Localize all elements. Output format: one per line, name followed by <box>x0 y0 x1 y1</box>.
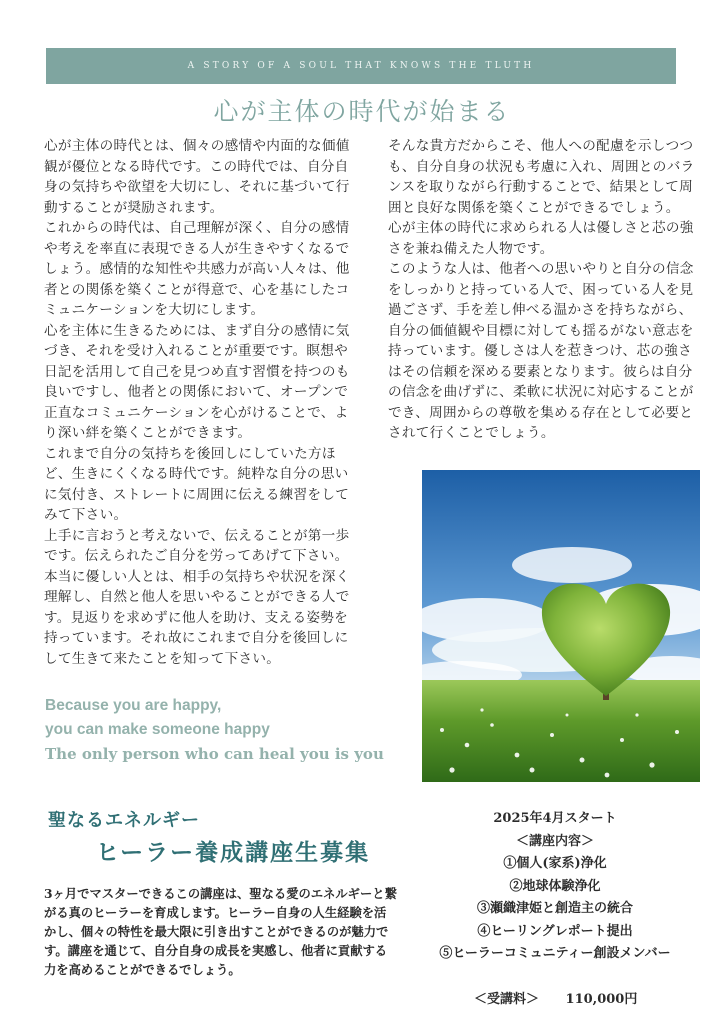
course-info <box>410 808 700 966</box>
paragraph: 上手に言おうと考えないで、伝えることが第一歩です。伝えられたご自分を労ってあげて下さい。本当に優しい人とは、相手の気持ちや状況を深く理解し、自然と他人を思いやることができる人です。見返りを求めずに他人を助け、支える姿勢を持っています。それ故にこれまで自分を後回しにして生きて来たことを知って下さい。 <box>44 527 350 667</box>
banner-text: A STORY OF A SOUL THAT KNOWS THE TLUTH <box>187 61 535 71</box>
fee-label: ＜受講料＞ <box>474 992 540 1007</box>
course-content-label: ＜講座内容＞ <box>515 833 594 849</box>
course-item: ⑤ヒーラーコミュニティー創設メンバー <box>439 946 671 961</box>
page-title: 心が主体の時代が始まる <box>213 97 511 126</box>
paragraph: 心を主体に生きるためには、まず自分の感情に気づき、それを受け入れることが重要です。瞑想や日記を活用して自己を見つめ直す習慣を持つのも良いですし、他者との関係において、オープンで正直なコミュニケーションを心がけることで、より深い絆を築くことができます。 <box>44 322 350 441</box>
paragraph: 心が主体の時代とは、個々の感情や内面的な価値観が優位となる時代です。この時代では、自分自身の気持ちや欲望を大切にし、それに基づいて行動することが奨励されます。 <box>44 138 350 216</box>
fee-amount: 110,000円 <box>565 992 638 1007</box>
course-item: ②地球体験浄化 <box>509 878 601 894</box>
right-column <box>388 136 700 444</box>
course-fee <box>474 988 637 1007</box>
course-item: ③瀬織津姫と創造主の統合 <box>476 901 633 916</box>
energy-heading: 聖なるエネルギー <box>48 810 200 831</box>
paragraph: これまで自分の気持ちを後回しにしていた方ほど、生きにくくなる時代です。純粋な自分の思いに気付き、ストレートに周囲に伝える練習をしてみて下さい。 <box>44 445 350 523</box>
paragraph: 心が主体の時代に求められる人は優しさと芯の強さを兼ね備えた人物です。 <box>388 220 694 257</box>
course-item: ①個人(家系)浄化 <box>503 856 607 871</box>
course-start: 2025年4月スタート <box>493 811 617 826</box>
course-item: ④ヒーリングレポート提出 <box>477 923 633 939</box>
paragraph: このような人は、他者への思いやりと自分の信念をしっかりと持っている人で、困っている人を見過ごさず、手を差し伸べる温かさを持ちながら、自分の価値観や目標に対しても揺るがない意志を持っています。優しさは人を惹きつけ、芯の強さはその信頼を深める要素となります。彼らは自分の信念を曲げずに、柔軟に状況に対応することができ、周囲からの尊敬を集める存在として必要とされて行くことでしょう。 <box>388 261 694 441</box>
paragraph: これからの時代は、自己理解が深く、自分の感情や考えを率直に表現できる人が生きやすくなるでしょう。感情的な知性や共感力が高い人々は、他者との関係を築くことが得意で、心を基にしたコミュニケーションを大切にします。 <box>44 220 350 318</box>
recruit-heading: ヒーラー養成講座生募集 <box>96 839 371 866</box>
header-banner <box>46 48 676 84</box>
course-description: 3ヶ月でマスターできるこの講座は、聖なる愛のエネルギーと繋がる真のヒーラーを育成します。ヒーラー自身の人生経験を活かし、個々の特性を最大限に引き出すことができるのが魅力です。講座を通じて、自分自身の成長を実感し、他者に貢献する力を高めることができるでしょう。 <box>44 886 397 977</box>
quote-line: Because you are happy, <box>45 697 222 714</box>
english-quote <box>45 694 270 742</box>
english-quote-serif: The only person who can heal you is you <box>45 745 384 763</box>
left-column <box>44 136 358 669</box>
paragraph: そんな貴方だからこそ、他人への配慮を示しつつも、自分自身の状況も考慮に入れ、周囲とのバランスを取りながら行動することで、結果として周囲と良好な関係を築くことができるでしょう。 <box>388 138 695 216</box>
heart-tree-photo <box>422 470 700 782</box>
quote-line: you can make someone happy <box>45 721 270 738</box>
